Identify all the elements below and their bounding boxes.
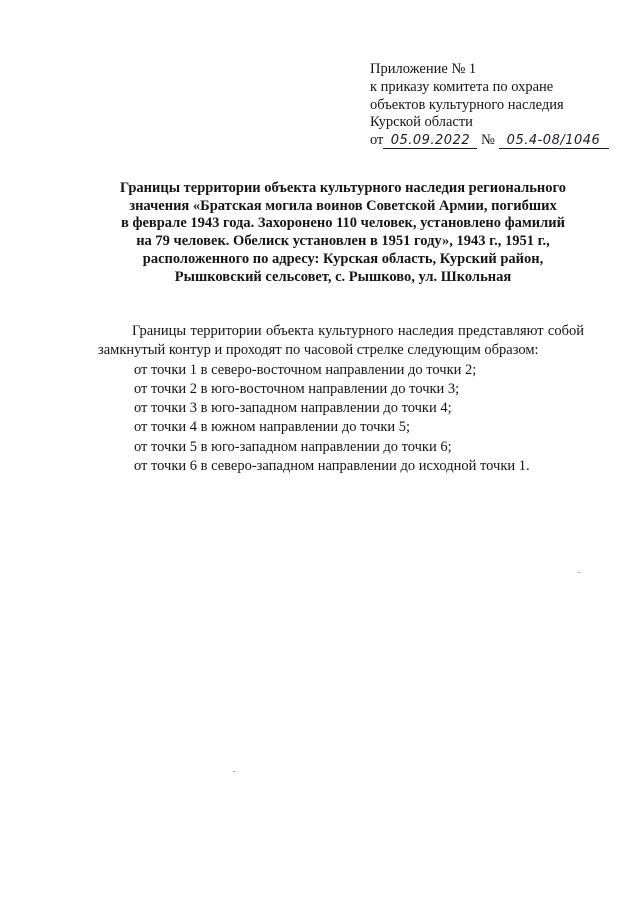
title-line: Границы территории объекта культурного наследия регионального [120,180,566,196]
appendix-title: Приложение № 1 [370,61,477,77]
title-line: значения «Братская могила воинов Советской Армии, погибших [129,197,557,214]
appendix-order-line: к приказу комитета по охране [370,78,554,95]
list-item: от точки 4 в южном направлении до точки 5; [134,419,411,436]
title-line: на 79 человек. Обелиск установлен в 1951 году», 1943 г., 1951 г., [136,233,550,250]
appendix-region-line: Курской области [370,114,473,131]
handwritten-order-number: 05.4-08/1046 [499,134,609,149]
document-title [100,180,586,286]
appendix-committee-line: объектов культурного наследия [370,96,564,113]
list-item: от точки 3 в юго-западном направлении до точки 4; [134,400,452,417]
scan-speck [233,771,235,772]
title-line: в феврале 1943 года. Захоронено 110 человек, установлено фамилий [120,215,565,232]
scan-speck [578,572,580,573]
list-item: от точки 2 в юго-восточном направлении до точки 3; [134,380,460,397]
title-line: расположенного по адресу: Курская область, Курский район, [142,250,544,267]
handwritten-date: 05.09.2022 [383,134,477,149]
appendix-date-number-line [370,132,632,150]
list-item: от точки 6 в северо-западном направлении до исходной точки 1. [134,458,530,475]
boundary-points-list [98,361,584,477]
list-item: от точки 5 в юго-западном направлении до точки 6; [134,438,452,455]
title-line: Рышковский сельсовет, с. Рышково, ул. Школьная [174,268,512,285]
intro-paragraph: Границы территории объекта культурного наследия представляют собой замкнутый контур и проходят по часовой стрелке следующим образом: [98,323,584,359]
document-body [98,322,584,476]
number-prefix: № [481,132,495,149]
list-item: от точки 1 в северо-восточном направлении до точки 2; [134,361,477,378]
appendix-header [370,61,632,150]
date-prefix: от [370,132,384,149]
